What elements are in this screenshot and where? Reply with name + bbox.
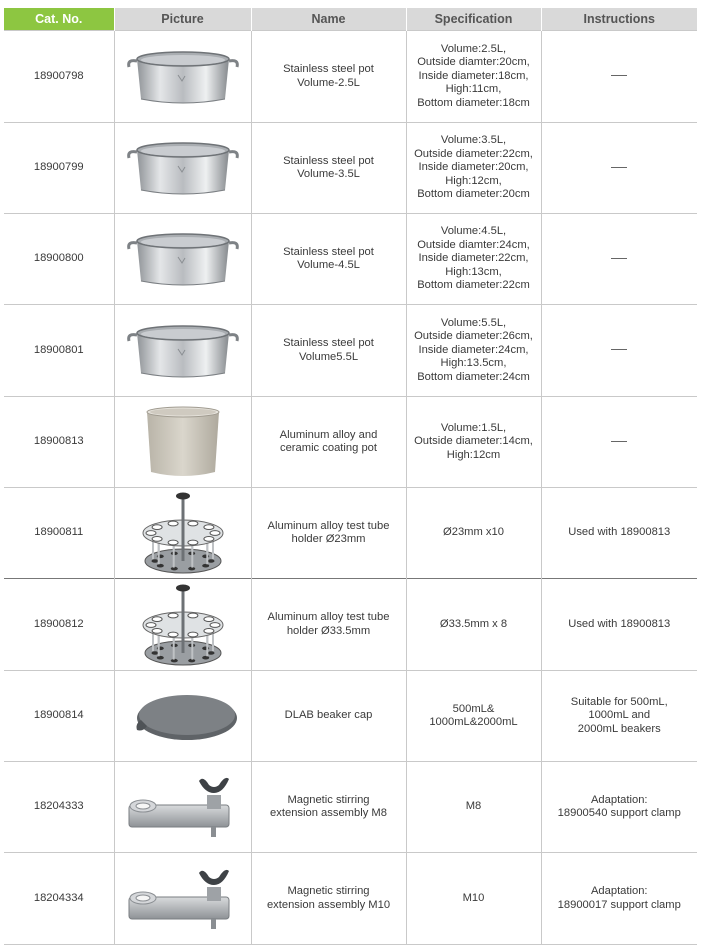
spec-line: Outside diamter:24cm, bbox=[417, 238, 530, 251]
instruction-line: 2000mL beakers bbox=[577, 722, 661, 735]
product-name-line: Aluminum alloy test tube bbox=[267, 611, 390, 623]
cat-no: 18204334 bbox=[33, 891, 84, 904]
cat-no: 18900798 bbox=[33, 69, 84, 82]
spec-line: Outside diamter:20cm, bbox=[417, 56, 530, 69]
name-cell bbox=[251, 671, 406, 762]
picture-cell bbox=[114, 671, 251, 762]
cat-no-cell bbox=[4, 305, 114, 397]
spec-line: Inside diameter:24cm, bbox=[418, 343, 529, 356]
specification-cell bbox=[406, 397, 541, 488]
picture-cell bbox=[114, 579, 251, 671]
instruction-line: Adaptation: bbox=[590, 885, 648, 897]
table-row bbox=[4, 123, 697, 214]
spec-line: High:11cm, bbox=[445, 83, 502, 96]
product-name-line: Magnetic stirring bbox=[287, 793, 370, 806]
product-name-line: Volume-4.5L bbox=[297, 259, 360, 271]
picture-cell bbox=[114, 305, 251, 397]
table-row bbox=[4, 671, 697, 762]
product-name-line: holder Ø33.5mm bbox=[286, 624, 371, 637]
empty-dash bbox=[611, 75, 627, 76]
instructions-cell bbox=[541, 214, 697, 305]
product-name-line: Volume-2.5L bbox=[297, 76, 360, 89]
specification-cell bbox=[406, 123, 541, 214]
spec-line: Bottom diameter:22cm bbox=[417, 279, 530, 292]
table-row bbox=[4, 214, 697, 305]
picture-cell bbox=[114, 853, 251, 945]
spec-line: High:13.5cm, bbox=[440, 357, 507, 370]
picture-cell bbox=[114, 488, 251, 579]
product-name-line: Stainless steel pot bbox=[283, 63, 374, 75]
header-picture: Picture bbox=[114, 8, 251, 31]
spec-line: Volume:3.5L, bbox=[440, 134, 507, 147]
table-row bbox=[4, 397, 697, 488]
spec-line: Inside diameter:22cm, bbox=[418, 252, 529, 265]
spec-line: 1000mL&2000mL bbox=[429, 716, 518, 728]
extension-assembly-icon bbox=[117, 863, 249, 935]
cat-no: 18900800 bbox=[33, 252, 84, 265]
product-name-line: ceramic coating pot bbox=[279, 442, 377, 454]
instruction-line: 18900017 support clamp bbox=[557, 898, 681, 911]
spec-line: High:12cm bbox=[446, 448, 501, 461]
spec-line: Outside diameter:26cm, bbox=[414, 330, 533, 343]
spec-line: Ø33.5mm x 8 bbox=[439, 617, 508, 630]
cat-no-cell bbox=[4, 488, 114, 579]
spec-line: Volume:1.5L, bbox=[440, 421, 507, 434]
spec-line: Outside diameter:22cm, bbox=[414, 147, 533, 160]
cat-no: 18900814 bbox=[33, 709, 84, 722]
specification-cell bbox=[406, 305, 541, 397]
empty-dash bbox=[611, 349, 627, 350]
stainless-steel-pot-icon bbox=[117, 227, 249, 291]
specification-cell bbox=[406, 671, 541, 762]
name-cell bbox=[251, 305, 406, 397]
spec-line: High:12cm, bbox=[445, 174, 502, 187]
cat-no-cell bbox=[4, 123, 114, 214]
spec-line: 500mL& bbox=[452, 702, 495, 715]
instruction-line: Used with 18900813 bbox=[568, 617, 671, 630]
spec-line: Ø23mm x10 bbox=[443, 526, 504, 539]
stainless-steel-pot-icon bbox=[117, 45, 249, 109]
spec-line: Outside diameter:14cm, bbox=[414, 435, 533, 448]
instruction-line: Adaptation: bbox=[590, 793, 648, 806]
name-cell bbox=[251, 123, 406, 214]
instructions-cell bbox=[541, 579, 697, 671]
empty-dash bbox=[611, 441, 627, 442]
specification-cell bbox=[406, 762, 541, 853]
stainless-steel-pot-icon bbox=[117, 319, 249, 383]
instruction-line: 18900540 support clamp bbox=[557, 807, 681, 819]
instructions-cell bbox=[541, 305, 697, 397]
instructions-cell bbox=[541, 31, 697, 123]
product-name-line: holder Ø23mm bbox=[291, 533, 366, 545]
product-name-line: extension assembly M10 bbox=[266, 898, 391, 911]
picture-cell bbox=[114, 762, 251, 853]
cat-no-cell bbox=[4, 762, 114, 853]
header-instructions: Instructions bbox=[541, 8, 697, 31]
cat-no: 18900799 bbox=[33, 161, 84, 174]
specification-cell bbox=[406, 579, 541, 671]
specification-cell bbox=[406, 853, 541, 945]
instructions-cell bbox=[541, 671, 697, 762]
instruction-line: Suitable for 500mL, bbox=[570, 695, 668, 708]
spec-line: Volume:2.5L, bbox=[440, 42, 507, 55]
cat-no: 18900811 bbox=[34, 526, 84, 539]
picture-cell bbox=[114, 31, 251, 123]
spec-line: Bottom diameter:18cm bbox=[417, 96, 530, 109]
instructions-cell bbox=[541, 488, 697, 579]
picture-cell bbox=[114, 397, 251, 488]
table-row bbox=[4, 305, 697, 397]
table-row bbox=[4, 762, 697, 853]
cat-no: 18204333 bbox=[33, 800, 84, 813]
beaker-cap-icon bbox=[117, 686, 249, 746]
spec-line: M8 bbox=[465, 800, 482, 813]
cat-no-cell bbox=[4, 31, 114, 123]
table-row bbox=[4, 488, 697, 579]
product-name-line: Aluminum alloy and bbox=[279, 428, 378, 441]
instruction-line: Used with 18900813 bbox=[568, 526, 671, 539]
instruction-line: 1000mL and bbox=[588, 709, 651, 722]
picture-cell bbox=[114, 214, 251, 305]
specification-cell bbox=[406, 488, 541, 579]
product-name-line: Magnetic stirring bbox=[287, 885, 370, 897]
product-name-line: Stainless steel pot bbox=[283, 154, 374, 167]
test-tube-holder-icon bbox=[117, 581, 249, 669]
instructions-cell bbox=[541, 123, 697, 214]
cat-no: 18900812 bbox=[33, 617, 84, 630]
product-name-line: Volume5.5L bbox=[298, 350, 359, 363]
product-name-line: Volume-3.5L bbox=[297, 168, 360, 180]
table-row bbox=[4, 579, 697, 671]
stainless-steel-pot-icon bbox=[117, 136, 249, 200]
name-cell bbox=[251, 853, 406, 945]
cat-no: 18900801 bbox=[33, 343, 84, 356]
spec-line: Inside diameter:20cm, bbox=[418, 161, 529, 174]
test-tube-holder-icon bbox=[117, 489, 249, 577]
cat-no-cell bbox=[4, 579, 114, 671]
name-cell bbox=[251, 397, 406, 488]
name-cell bbox=[251, 488, 406, 579]
table-row bbox=[4, 31, 697, 123]
name-cell bbox=[251, 762, 406, 853]
specification-cell bbox=[406, 31, 541, 123]
cat-no: 18900813 bbox=[33, 435, 84, 448]
header-cat-no: Cat. No. bbox=[4, 8, 114, 31]
spec-line: Inside diameter:18cm, bbox=[418, 69, 529, 82]
cat-no-cell bbox=[4, 214, 114, 305]
header-name: Name bbox=[251, 8, 406, 31]
name-cell bbox=[251, 31, 406, 123]
empty-dash bbox=[611, 258, 627, 259]
cat-no-cell bbox=[4, 853, 114, 945]
product-name-line: Aluminum alloy test tube bbox=[267, 519, 390, 532]
cat-no-cell bbox=[4, 671, 114, 762]
instructions-cell bbox=[541, 397, 697, 488]
instructions-cell bbox=[541, 762, 697, 853]
spec-line: Volume:5.5L, bbox=[440, 316, 507, 329]
instructions-cell bbox=[541, 853, 697, 945]
product-name-line: Stainless steel pot bbox=[283, 337, 374, 349]
specification-cell bbox=[406, 214, 541, 305]
table-row bbox=[4, 853, 697, 945]
extension-assembly-icon bbox=[117, 771, 249, 843]
header-row bbox=[4, 8, 697, 31]
picture-cell bbox=[114, 123, 251, 214]
product-table bbox=[4, 8, 697, 945]
spec-line: Volume:4.5L, bbox=[440, 225, 507, 238]
spec-line: M10 bbox=[462, 891, 485, 904]
name-cell bbox=[251, 214, 406, 305]
product-name-line: Stainless steel pot bbox=[283, 245, 374, 258]
spec-line: Bottom diameter:24cm bbox=[417, 370, 530, 383]
empty-dash bbox=[611, 167, 627, 168]
cat-no-cell bbox=[4, 397, 114, 488]
ceramic-coating-pot-icon bbox=[117, 404, 249, 480]
spec-line: Bottom diameter:20cm bbox=[417, 188, 530, 201]
header-specification: Specification bbox=[406, 8, 541, 31]
name-cell bbox=[251, 579, 406, 671]
spec-line: High:13cm, bbox=[445, 265, 502, 278]
product-name-line: extension assembly M8 bbox=[270, 807, 387, 819]
product-name-line: DLAB beaker cap bbox=[284, 709, 373, 722]
